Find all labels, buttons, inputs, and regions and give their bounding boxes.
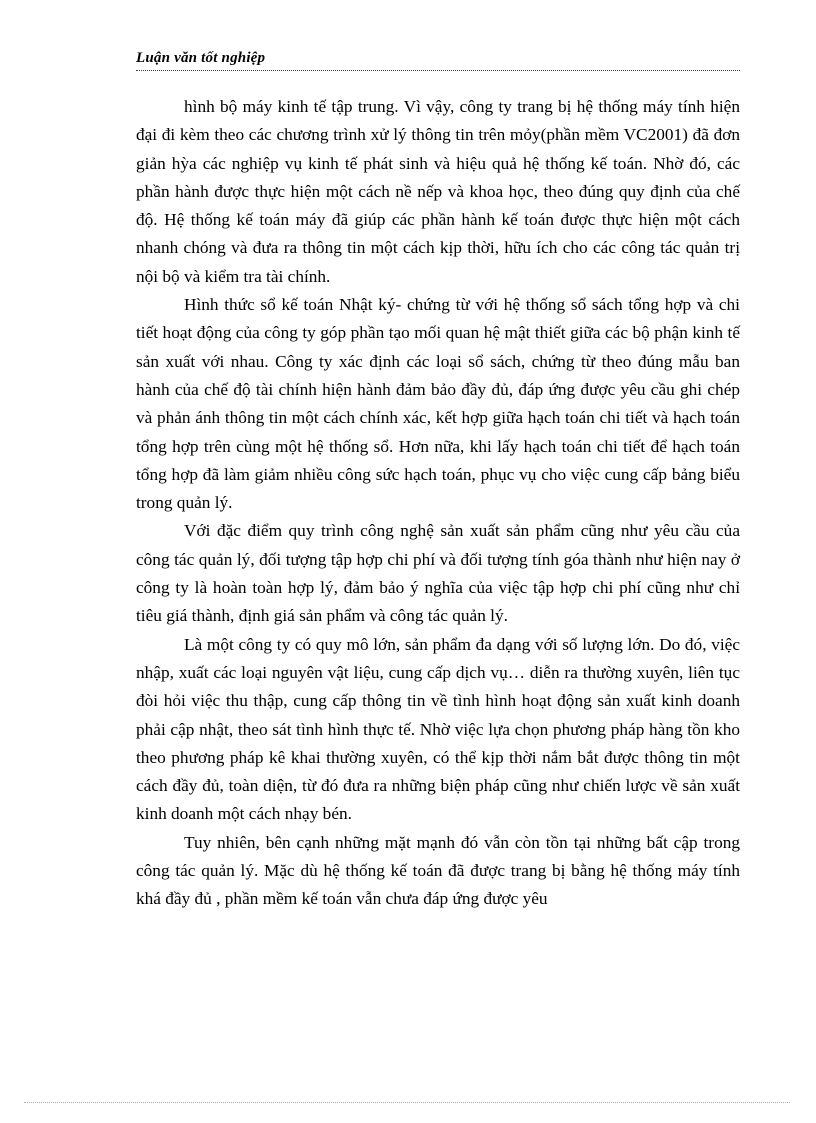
document-body bbox=[136, 93, 740, 914]
paragraph-continuation: hình bộ máy kinh tế tập trung. Vì vậy, công ty trang bị hệ thống máy tính hiện đại đi kèm theo các chương trình xử lý thông tin trên mỏy(phần mềm VC2001) đã đơn giản hỳa các nghiệp vụ kinh tế phát sinh và hiệu quả hệ thống kế toán. Nhờ đó, các phần hành được thực hiện một cách nề nếp và khoa học, theo đúng quy định của chế độ. Hệ thống kế toán máy đã giúp các phần hành kế toán được thực hiện một cách nhanh chóng và đưa ra thông tin một cách kịp thời, hữu ích cho các công tác quản trị nội bộ và kiểm tra tài chính. bbox=[136, 97, 740, 286]
paragraph-ledger-form: Hình thức sổ kế toán Nhật ký- chứng từ với hệ thống sổ sách tổng hợp và chi tiết hoạt động của công ty góp phần tạo mối quan hệ mật thiết giữa các bộ phận kinh tế sản xuất với nhau. Công ty xác định các loại sổ sách, chứng từ theo đúng mẫu ban hành của chế độ tài chính hiện hành đảm bảo đầy đủ, đáp ứng được yêu cầu ghi chép và phản ánh thông tin một cách chính xác, kết hợp giữa hạch toán chi tiết và hạch toán tổng hợp trên cùng một hệ thống sổ. Hơn nữa, khi lấy hạch toán chi tiết để hạch toán tổng hợp đã làm giảm nhiều công sức hạch toán, phục vụ cho việc cung cấp bảng biểu trong quản lý. bbox=[136, 295, 740, 513]
page-header bbox=[136, 48, 740, 71]
header-title: Luận văn tốt nghiệp bbox=[136, 50, 266, 66]
paragraph-cost-object: Với đặc điểm quy trình công nghệ sản xuất sản phẩm cũng như yêu cầu của công tác quản lý, đối tượng tập hợp chi phí và đối tượng tính góa thành như hiện nay ở công ty là hoàn toàn hợp lý, đảm bảo ý nghĩa của việc tập hợp chi phí cũng như chỉ tiêu giá thành, định giá sản phẩm và công tác quản lý. bbox=[136, 521, 740, 626]
paragraph-limitations: Tuy nhiên, bên cạnh những mặt mạnh đó vẫn còn tồn tại những bất cập trong công tác quản lý. Mặc dù hệ thống kế toán đã được trang bị bằng hệ thống máy tính khá đầy đủ , phần mềm kế toán vẫn chưa đáp ứng được yêu bbox=[136, 832, 740, 909]
page-footer-divider bbox=[24, 1102, 790, 1103]
paragraph-inventory-method: Là một công ty có quy mô lớn, sản phẩm đa dạng với số lượng lớn. Do đó, việc nhập, xuất các loại nguyên vật liệu, cung cấp dịch vụ… diễn ra thường xuyên, liên tục đòi hỏi việc thu thập, cung cấp thông tin về tình hình hoạt động sản xuất kinh doanh phải cập nhật, theo sát tình hình thực tế. Nhờ việc lựa chọn phương pháp hàng tồn kho theo phương pháp kê khai thường xuyên, có thể kịp thời nắm bắt được thông tin một cách đầy đủ, toàn diện, từ đó đưa ra những biện pháp cũng như chiến lược về sản xuất kinh doanh một cách nhạy bén. bbox=[136, 634, 740, 824]
